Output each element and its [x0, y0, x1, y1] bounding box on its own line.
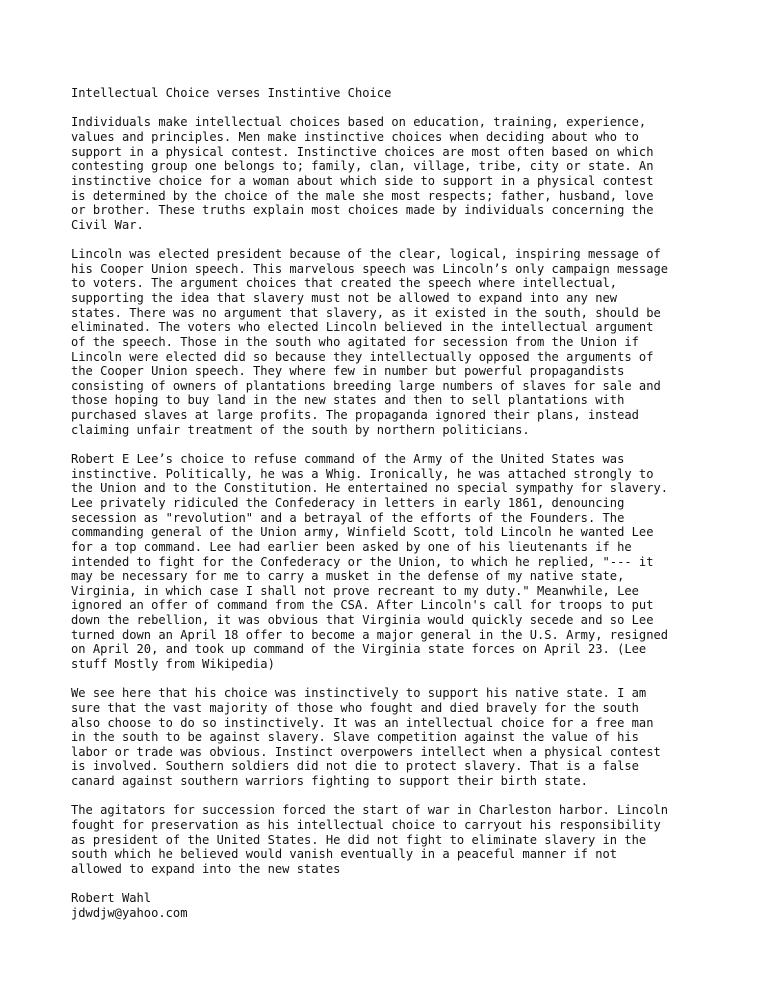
- paragraph-line: to voters. The argument choices that created the speech where intellectual,: [71, 276, 618, 291]
- paragraph-line: contesting group one belongs to; family, clan, village, tribe, city or state. An: [71, 159, 654, 174]
- paragraph-3: [71, 452, 701, 672]
- paragraph-line: the Union and to the Constitution. He entertained no special sympathy for slavery.: [71, 481, 669, 496]
- document-page: [71, 86, 701, 921]
- paragraph-line: Lee privately ridiculed the Confederacy in letters in early 1861, denouncing: [71, 495, 625, 510]
- author-email: jdwdjw@yahoo.com: [71, 905, 188, 920]
- paragraph-line: values and principles. Men make instinctive choices when deciding about who to: [71, 129, 639, 144]
- document-title: Intellectual Choice verses Instintive Choice: [71, 86, 392, 100]
- paragraph-line: labor or trade was obvious. Instinct overpowers intellect when a physical contest: [71, 744, 661, 759]
- paragraph-line: is involved. Southern soldiers did not die to protect slavery. That is a false: [71, 759, 639, 774]
- paragraph-line: may be necessary for me to carry a musket in the defense of my native state,: [71, 569, 625, 584]
- paragraph-line: turned down an April 18 offer to become a major general in the U.S. Army, resigned: [71, 627, 669, 642]
- paragraph-line: stuff Mostly from Wikipedia): [71, 657, 275, 671]
- paragraph-line: or brother. These truths explain most choices made by individuals concerning the: [71, 203, 654, 218]
- paragraph-line: instinctive choice for a woman about which side to support in a physical contest: [71, 173, 654, 188]
- paragraph-line: also choose to do so instinctively. It was an intellectual choice for a free man: [71, 715, 654, 730]
- paragraph-line: allowed to expand into the new states: [71, 861, 341, 876]
- paragraph-line: of the speech. Those in the south who agitated for secession from the Union if: [71, 334, 639, 349]
- paragraph-line: purchased slaves at large profits. The propaganda ignored their plans, instead: [71, 408, 639, 423]
- paragraph-line: as president of the United States. He did not fight to eliminate slavery in the: [71, 832, 647, 847]
- paragraph-line: intended to fight for the Confederacy or the Union, to which he replied, "--- it: [71, 554, 654, 569]
- paragraph-line: We see here that his choice was instinctively to support his native state. I am: [71, 686, 647, 701]
- paragraph-line: down the rebellion, it was obvious that Virginia would quickly secede and so Lee: [71, 613, 654, 628]
- paragraph-line: instinctive. Politically, he was a Whig. Ironically, he was attached strongly to: [71, 466, 654, 481]
- paragraph-line: fought for preservation as his intellectual choice to carryout his responsibility: [71, 818, 661, 833]
- paragraph-4: [71, 686, 701, 788]
- paragraph-line: supporting the idea that slavery must not be allowed to expand into any new: [71, 290, 618, 305]
- paragraph-line: support in a physical contest. Instinctive choices are most often based on which: [71, 144, 654, 159]
- paragraph-line: secession as "revolution" and a betrayal of the efforts of the Founders. The: [71, 510, 625, 525]
- paragraph-line: Robert E Lee’s choice to refuse command of the Army of the United States was: [71, 452, 625, 467]
- paragraph-line: for a top command. Lee had earlier been asked by one of his lieutenants if he: [71, 539, 632, 554]
- paragraph-line: in the south to be against slavery. Slave competition against the value of his: [71, 730, 639, 745]
- paragraph-line: ignored an offer of command from the CSA. After Lincoln's call for troops to put: [71, 598, 654, 613]
- paragraph-line: those hoping to buy land in the new states and then to sell plantations with: [71, 393, 625, 408]
- author-name: Robert Wahl: [71, 891, 152, 906]
- paragraph-line: Lincoln was elected president because of the clear, logical, inspiring message of: [71, 247, 661, 262]
- paragraph-line: Individuals make intellectual choices based on education, training, experience,: [71, 115, 647, 130]
- paragraph-line: his Cooper Union speech. This marvelous speech was Lincoln’s only campaign message: [71, 261, 669, 276]
- paragraph-line: south which he believed would vanish eventually in a peaceful manner if not: [71, 847, 618, 862]
- paragraph-line: is determined by the choice of the male she most respects; father, husband, love: [71, 188, 654, 203]
- paragraph-line: consisting of owners of plantations breeding large numbers of slaves for sale and: [71, 378, 661, 393]
- paragraph-line: sure that the vast majority of those who fought and died bravely for the south: [71, 700, 639, 715]
- paragraph-line: Lincoln were elected did so because they intellectually opposed the arguments of: [71, 349, 654, 364]
- paragraph-line: claiming unfair treatment of the south by northern politicians.: [71, 422, 530, 437]
- paragraph-1: [71, 115, 701, 232]
- signature-block: [71, 891, 701, 920]
- paragraph-2: [71, 247, 701, 437]
- paragraph-5: [71, 803, 701, 876]
- paragraph-line: on April 20, and took up command of the Virginia state forces on April 23. (Lee: [71, 642, 647, 657]
- paragraph-line: The agitators for succession forced the start of war in Charleston harbor. Lincoln: [71, 803, 669, 818]
- paragraph-line: the Cooper Union speech. They where few in number but powerful propagandists: [71, 364, 625, 379]
- paragraph-line: Civil War.: [71, 217, 144, 232]
- paragraph-line: commanding general of the Union army, Winfield Scott, told Lincoln he wanted Lee: [71, 525, 654, 540]
- paragraph-line: canard against southern warriors fighting to support their birth state.: [71, 774, 588, 789]
- paragraph-line: eliminated. The voters who elected Lincoln believed in the intellectual argument: [71, 320, 654, 335]
- paragraph-line: states. There was no argument that slavery, as it existed in the south, should be: [71, 305, 661, 320]
- paragraph-line: Virginia, in which case I shall not prove recreant to my duty." Meanwhile, Lee: [71, 583, 639, 598]
